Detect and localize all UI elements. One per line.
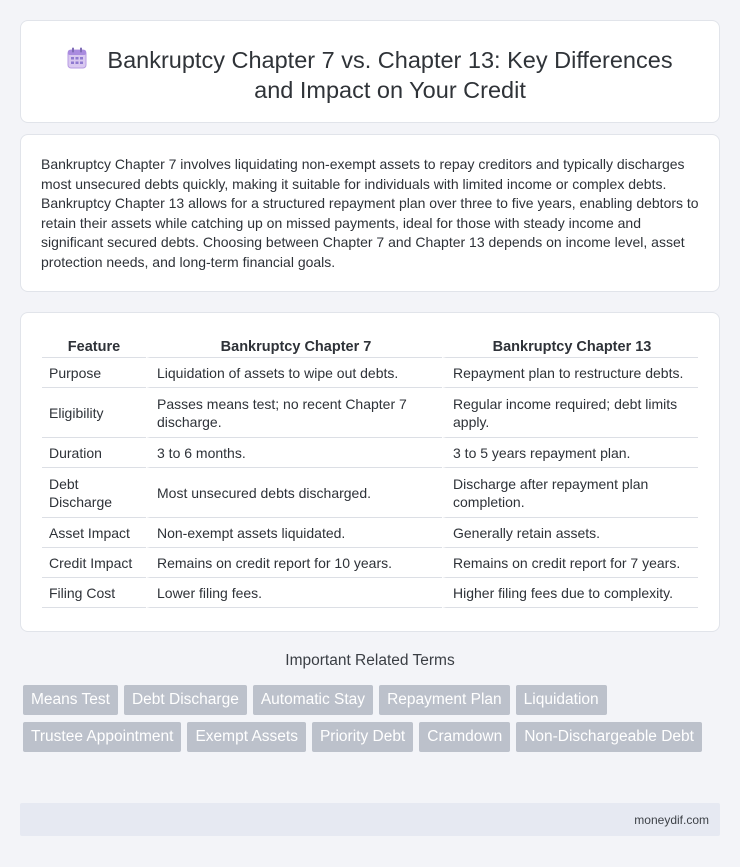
table-row [42, 468, 698, 518]
page-title: Bankruptcy Chapter 7 vs. Chapter 13: Key Differences and Impact on Your Credit [107, 47, 673, 103]
chapter-7-cell: Liquidation of assets to wipe out debts. [146, 358, 442, 388]
feature-cell: Asset Impact [42, 518, 146, 548]
table-row [42, 358, 698, 388]
comparison-card [20, 312, 720, 632]
summary-text: Bankruptcy Chapter 7 involves liquidating non-exempt assets to repay creditors and typically discharges most unsecured debts quickly, making it suitable for individuals with limited income or complex debts. Bankruptcy Chapter 13 allows for a structured repayment plan over three to five years, enabling debtors to retain their assets while catching up on missed payments, ideal for those with steady income and significant secured debts. Choosing between Chapter 7 and Chapter 13 depends on income level, asset protection needs, and long-term financial goals. [41, 156, 699, 270]
title-card [20, 20, 720, 123]
feature-cell: Eligibility [42, 388, 146, 438]
chapter-7-cell: 3 to 6 months. [146, 438, 442, 468]
term-tag[interactable]: Means Test [23, 685, 118, 715]
table-row [42, 518, 698, 548]
chapter-7-cell: Remains on credit report for 10 years. [146, 548, 442, 578]
feature-cell: Debt Discharge [42, 468, 146, 518]
term-tag[interactable]: Trustee Appointment [23, 722, 181, 752]
related-terms-list [23, 685, 703, 752]
footer [20, 803, 720, 836]
term-tag[interactable]: Cramdown [419, 722, 510, 752]
chapter-7-cell: Non-exempt assets liquidated. [146, 518, 442, 548]
chapter-7-cell: Passes means test; no recent Chapter 7 discharge. [146, 388, 442, 438]
term-tag[interactable]: Repayment Plan [379, 685, 510, 715]
chapter-13-cell: Repayment plan to restructure debts. [442, 358, 698, 388]
header-chapter-7: Bankruptcy Chapter 7 [146, 334, 442, 358]
term-tag[interactable]: Priority Debt [312, 722, 413, 752]
summary-card [20, 134, 720, 292]
table-header-row [42, 334, 698, 358]
table-row [42, 388, 698, 438]
term-tag[interactable]: Automatic Stay [253, 685, 373, 715]
comparison-table [42, 334, 698, 608]
chapter-13-cell: Generally retain assets. [442, 518, 698, 548]
term-tag[interactable]: Non-Dischargeable Debt [516, 722, 702, 752]
term-tag[interactable]: Liquidation [516, 685, 607, 715]
table-row [42, 438, 698, 468]
chapter-13-cell: Discharge after repayment plan completion. [442, 468, 698, 518]
header-feature: Feature [42, 334, 146, 358]
chapter-13-cell: 3 to 5 years repayment plan. [442, 438, 698, 468]
feature-cell: Duration [42, 438, 146, 468]
table-row [42, 548, 698, 578]
header-chapter-13: Bankruptcy Chapter 13 [442, 334, 698, 358]
feature-cell: Filing Cost [42, 578, 146, 608]
footer-site-link[interactable]: moneydif.com [634, 813, 709, 827]
chapter-13-cell: Remains on credit report for 7 years. [442, 548, 698, 578]
related-terms-heading: Important Related Terms [285, 652, 455, 669]
chapter-13-cell: Higher filing fees due to complexity. [442, 578, 698, 608]
chapter-7-cell: Lower filing fees. [146, 578, 442, 608]
term-tag[interactable]: Exempt Assets [187, 722, 306, 752]
feature-cell: Purpose [42, 358, 146, 388]
chapter-13-cell: Regular income required; debt limits apply. [442, 388, 698, 438]
term-tag[interactable]: Debt Discharge [124, 685, 247, 715]
table-row [42, 578, 698, 608]
feature-cell: Credit Impact [42, 548, 146, 578]
chapter-7-cell: Most unsecured debts discharged. [146, 468, 442, 518]
